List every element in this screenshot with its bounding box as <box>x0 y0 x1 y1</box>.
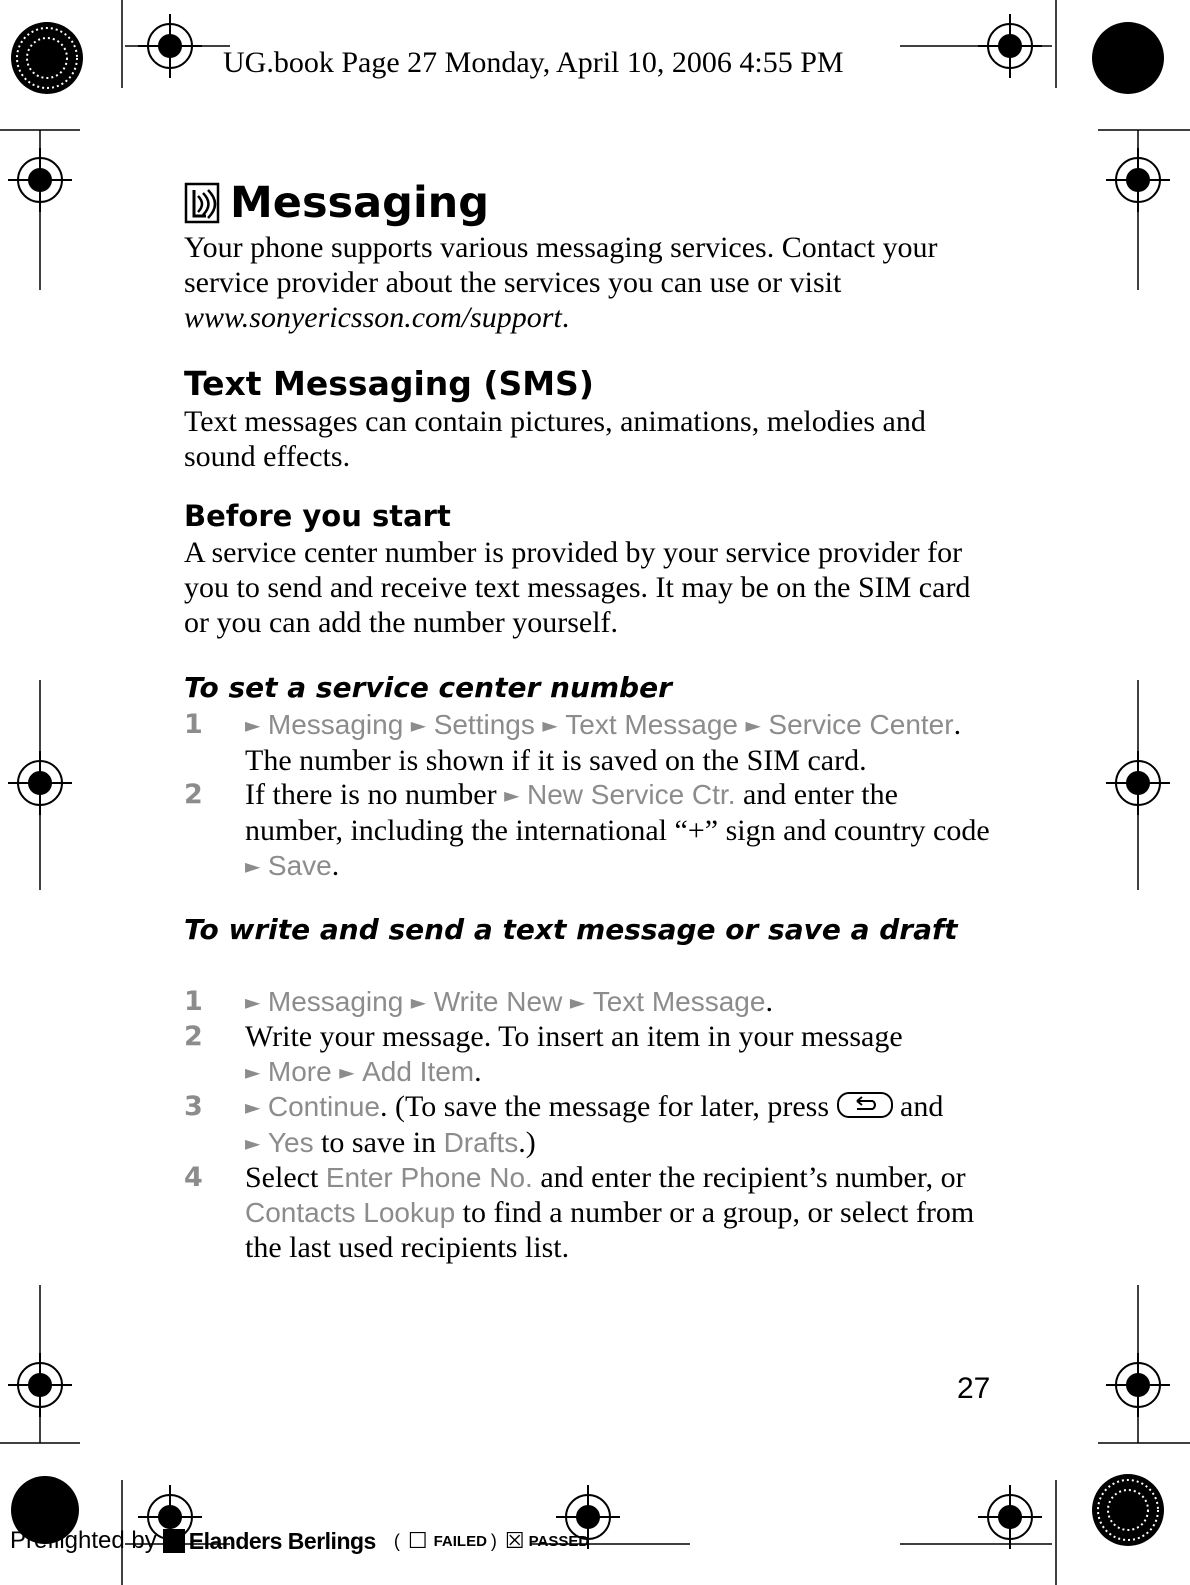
step-text: to save in <box>313 1126 444 1159</box>
print-header: UG.book Page 27 Monday, April 10, 2006 4:55 PM <box>223 46 844 79</box>
step-text: Select <box>245 1161 326 1194</box>
menu-write-new[interactable]: Write New <box>433 986 563 1017</box>
arrow-icon: ► <box>339 1060 355 1084</box>
arrow-icon: ► <box>245 1131 261 1155</box>
passed-label: PASSED <box>528 1532 590 1550</box>
step-text: and <box>892 1090 944 1123</box>
step-punct: . <box>474 1055 482 1088</box>
support-link[interactable]: www.sonyericsson.com/support <box>184 301 562 334</box>
menu-new-service-ctr[interactable]: New Service Ctr. <box>526 779 736 810</box>
step-number: 4 <box>184 1162 203 1193</box>
arrow-icon: ► <box>245 713 261 737</box>
set-service-heading: To set a service center number <box>184 671 672 704</box>
menu-save[interactable]: Save <box>267 850 332 881</box>
arrow-icon: ► <box>542 713 558 737</box>
menu-yes[interactable]: Yes <box>267 1127 314 1158</box>
preflight-footer <box>10 1527 589 1555</box>
step-number: 1 <box>184 709 203 740</box>
menu-settings[interactable]: Settings <box>433 709 535 740</box>
intro-text: Your phone supports various messaging services. Contact your service provider about the services you can use or visit <box>184 231 938 299</box>
menu-text-message[interactable]: Text Message <box>565 709 738 740</box>
menu-contacts-lookup[interactable]: Contacts Lookup <box>245 1197 456 1228</box>
arrow-icon: ► <box>410 990 427 1014</box>
page-number: 27 <box>957 1372 991 1405</box>
menu-service-center[interactable]: Service Center <box>768 709 954 740</box>
step-punct: . <box>765 985 773 1018</box>
failed-checkbox: ☐ <box>407 1528 428 1553</box>
brand-name: Elanders Berlings <box>188 1527 376 1554</box>
list-item <box>184 1019 996 1090</box>
menu-more[interactable]: More <box>267 1056 332 1087</box>
sms-heading: Text Messaging (SMS) <box>184 364 594 403</box>
intro-end: . <box>561 301 570 334</box>
arrow-icon: ► <box>245 990 261 1014</box>
step-punct: .) <box>518 1126 536 1159</box>
step-number: 2 <box>184 779 203 810</box>
step-text: and enter the number, including the international “+” sign and country code <box>245 778 990 847</box>
step-number: 3 <box>184 1091 203 1122</box>
step-punct: . <box>953 708 962 741</box>
step-text: . (To save the message for later, press <box>379 1090 837 1123</box>
paren: ) <box>490 1530 497 1551</box>
write-send-heading: To write and send a text message or save a draft <box>184 913 958 946</box>
brand-logo-icon <box>163 1529 185 1553</box>
list-item <box>184 1089 996 1161</box>
failed-label: FAILED <box>433 1532 487 1550</box>
passed-checkbox: ☒ <box>504 1528 525 1553</box>
menu-enter-phone-no[interactable]: Enter Phone No. <box>325 1162 533 1193</box>
list-item <box>184 1160 996 1265</box>
menu-text-message[interactable]: Text Message <box>592 986 766 1017</box>
before-start-heading: Before you start <box>184 499 451 533</box>
menu-messaging[interactable]: Messaging <box>267 709 404 740</box>
preflighted-label: Preflighted by <box>10 1527 157 1554</box>
step-text: The number is shown if it is saved on the SIM card. <box>245 744 867 777</box>
arrow-icon: ► <box>410 713 427 737</box>
menu-drafts[interactable]: Drafts <box>443 1127 519 1158</box>
step-number: 2 <box>184 1021 203 1052</box>
step-punct: . <box>331 849 340 882</box>
messaging-icon <box>184 182 220 224</box>
arrow-icon: ► <box>245 854 261 878</box>
arrow-icon: ► <box>245 1095 261 1119</box>
step-text: and enter the recipient’s number, or <box>532 1161 966 1194</box>
arrow-icon: ► <box>569 990 586 1014</box>
menu-messaging[interactable]: Messaging <box>267 986 404 1017</box>
step-text: to find a number or a group, or select from the last used recipients list. <box>245 1196 975 1264</box>
paren: ( <box>393 1530 400 1551</box>
before-start-paragraph: A service center number is provided by your service provider for you to send and receive text messages. It may be on the SIM card or you can add the number yourself. <box>184 536 971 639</box>
page-title <box>184 178 489 228</box>
arrow-icon: ► <box>745 713 761 737</box>
step-text: Write your message. To insert an item in your message <box>245 1020 903 1053</box>
menu-continue[interactable]: Continue <box>267 1091 380 1122</box>
list-item <box>184 777 996 884</box>
title-text: Messaging <box>230 178 490 228</box>
step-number: 1 <box>184 986 203 1017</box>
sms-paragraph: Text messages can contain pictures, animations, melodies and sound effects. <box>184 405 926 473</box>
list-item <box>184 984 996 1020</box>
arrow-icon: ► <box>245 1060 261 1084</box>
step-text: If there is no number <box>245 778 505 811</box>
arrow-icon: ► <box>504 783 520 807</box>
back-key-icon <box>837 1092 893 1118</box>
menu-add-item[interactable]: Add Item <box>362 1056 475 1087</box>
list-item <box>184 707 996 778</box>
intro-paragraph <box>184 230 996 335</box>
